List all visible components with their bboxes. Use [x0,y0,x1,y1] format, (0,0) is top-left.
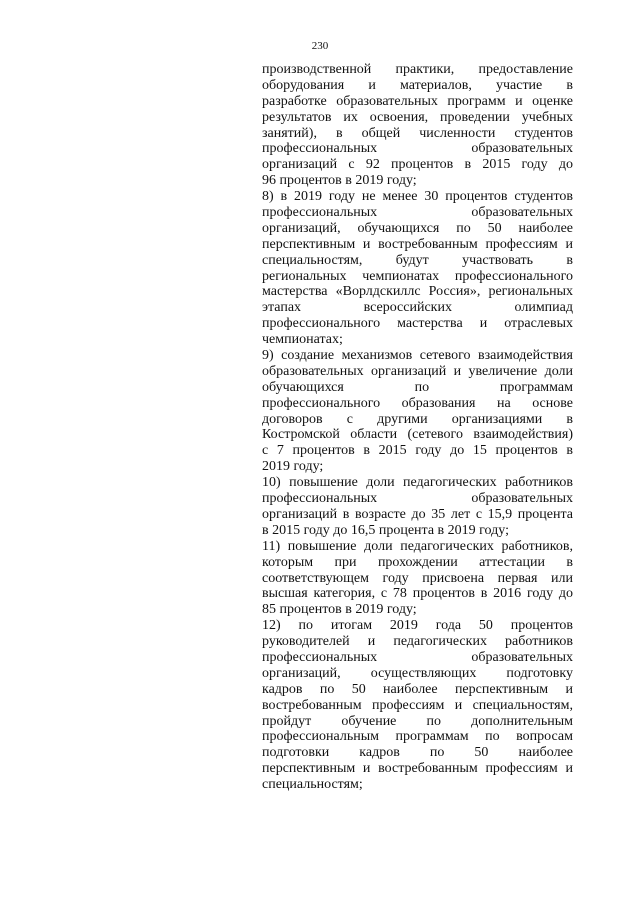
text-line: обучающихся по программам [262,379,573,395]
text-line: профессиональных образовательных [262,141,573,157]
text-line: организаций с 92 процентов в 2015 году до [262,157,573,173]
text-line: чемпионатах; [262,332,343,348]
text-line: профессионального мастерства и отраслевых [262,316,573,332]
text-line: которым при прохождении аттестации в [262,554,573,570]
text-line: кадров по 50 наиболее перспективным и [262,681,573,697]
text-line: организаций, осуществляющих подготовку [262,665,573,681]
text-line: организаций, обучающихся по 50 наиболее [262,220,573,236]
text-line: результатов их освоения, проведении учебных [262,109,573,125]
text-line: востребованным профессиям и специальностям, [262,697,573,713]
text-line: 9) создание механизмов сетевого взаимодействия [262,348,573,364]
text-line: специальностям; [262,777,363,793]
text-line: занятий), в общей численности студентов [262,125,573,141]
text-line: 8) в 2019 году не менее 30 процентов студентов [262,189,573,205]
text-line: оборудования и материалов, участие в [262,77,573,93]
text-line: перспективным и востребованным профессиям и [262,761,573,777]
text-line: профессиональных образовательных [262,649,573,665]
text-line: Костромской области (сетевого взаимодействия) [262,427,573,443]
text-line: в 2015 году до 16,5 процента в 2019 году; [262,522,509,538]
text-line: образовательных организаций и увеличение доли [262,363,573,379]
text-line: 96 процентов в 2019 году; [262,173,417,189]
text-line: профессиональных образовательных [262,205,573,221]
text-line: организаций в возрасте до 35 лет с 15,9 процента [262,506,573,522]
text-line: 2019 году; [262,459,324,475]
text-line: профессиональных образовательных [262,491,573,507]
text-line: 85 процентов в 2019 году; [262,602,417,618]
page-number: 230 [311,40,329,52]
text-line: разработке образовательных программ и оценке [262,93,573,109]
text-line: региональных чемпионатах профессионального [262,268,573,284]
text-line: высшая категория, с 78 процентов в 2016 году до [262,586,573,602]
text-line: производственной практики, предоставление [262,62,573,77]
text-line: 12) по итогам 2019 года 50 процентов [262,618,573,634]
text-line: специальностям, будут участвовать в [262,252,573,268]
text-line: с 7 процентов в 2015 году до 15 процентов в [262,443,573,459]
document-body [262,62,573,793]
text-line: перспективным и востребованным профессиям и [262,236,573,252]
text-line: руководителей и педагогических работников [262,634,573,650]
text-line: мастерства «Ворлдскиллс Россия», региональных [262,284,573,300]
text-line: подготовки кадров по 50 наиболее [262,745,573,761]
text-line: соответствующем году присвоена первая или [262,570,573,586]
text-line: 11) повышение доли педагогических работников, [262,538,573,554]
text-line: профессиональным программам по вопросам [262,729,573,745]
text-line: пройдут обучение по дополнительным [262,713,573,729]
text-line: 10) повышение доли педагогических работников [262,475,573,491]
text-line: этапах всероссийских олимпиад [262,300,573,316]
text-line: договоров с другими организациями в [262,411,573,427]
text-line: профессионального образования на основе [262,395,573,411]
